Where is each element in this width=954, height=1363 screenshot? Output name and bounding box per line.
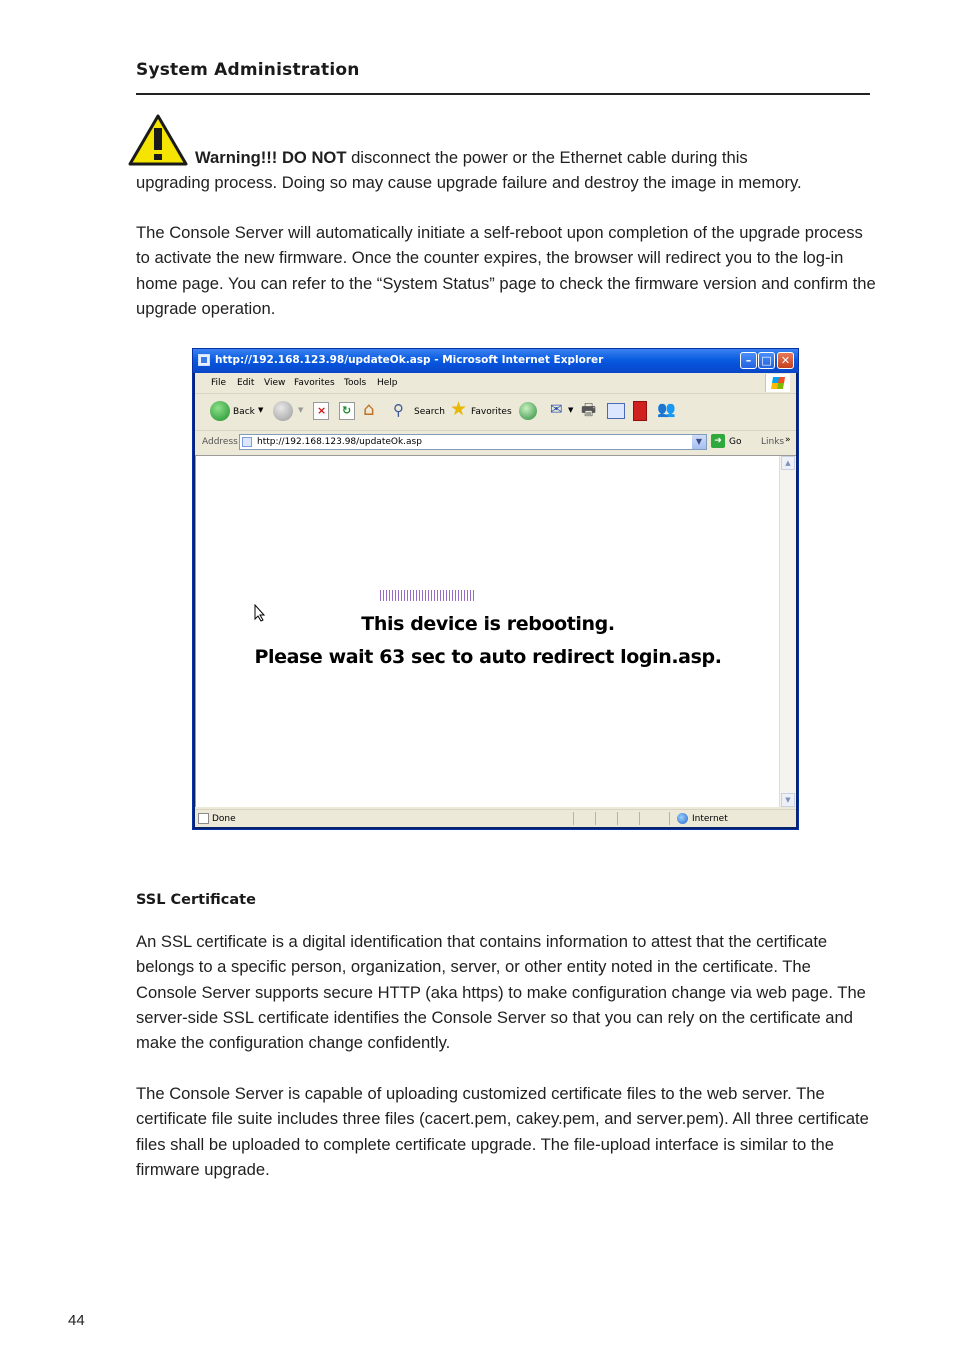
internet-globe-icon bbox=[677, 813, 688, 824]
scroll-down-icon[interactable]: ▼ bbox=[781, 793, 795, 807]
maximize-icon[interactable]: □ bbox=[758, 352, 775, 369]
status-bar bbox=[195, 809, 796, 828]
toolbar bbox=[195, 394, 796, 431]
ssl-paragraph-2: The Console Server is capable of uploading customized certificate files to the web server. The certificate file suite includes three files (cacert.pem, cakey.pem, and server.pem). All three certificate files shall be uploaded to complete certificate upgrade. The file-upload interface is similar to the firmware upgrade. bbox=[136, 1084, 869, 1179]
status-divider bbox=[595, 812, 596, 825]
warning-lead: Warning!!! DO NOT bbox=[195, 148, 347, 167]
links-label[interactable]: Links bbox=[761, 437, 785, 447]
status-divider bbox=[617, 812, 618, 825]
warning-text-1: disconnect the power or the Ethernet cable during this bbox=[346, 148, 748, 167]
status-page-icon bbox=[198, 813, 209, 824]
menu-favorites[interactable]: Favorites bbox=[294, 378, 335, 388]
favorites-star-icon[interactable]: ★ bbox=[450, 398, 468, 420]
menu-file[interactable]: File bbox=[211, 378, 227, 388]
refresh-icon[interactable]: ↻ bbox=[339, 402, 355, 420]
search-icon[interactable]: ⚲ bbox=[393, 401, 404, 419]
print-icon[interactable]: 🖶 bbox=[581, 400, 597, 419]
minimize-icon[interactable]: – bbox=[740, 352, 757, 369]
section-title: System Administration bbox=[136, 60, 360, 80]
mail-icon[interactable]: ✉ bbox=[550, 400, 563, 418]
menu-view[interactable]: View bbox=[264, 378, 286, 388]
menu-help[interactable]: Help bbox=[377, 378, 398, 388]
go-arrow-icon[interactable]: ➜ bbox=[711, 434, 725, 448]
address-bar bbox=[195, 431, 796, 453]
page-icon bbox=[242, 437, 252, 447]
warning-text-2: upgrading process. Doing so may cause upgrade failure and destroy the image in memory. bbox=[136, 173, 802, 193]
edit-icon[interactable] bbox=[607, 403, 625, 419]
mail-dropdown-icon[interactable]: ▼ bbox=[568, 406, 574, 414]
reboot-paragraph: The Console Server will automatically initiate a self-reboot upon completion of the upgrade process to activate the new firmware. Once the counter expires, the browser will redirect you to the log-in home page. You can refer to the “System Status” page to check the firmware version and confirm the upgrade operation. bbox=[136, 223, 876, 318]
history-icon[interactable] bbox=[519, 402, 537, 420]
scroll-up-icon[interactable]: ▲ bbox=[781, 456, 795, 470]
menu-bar bbox=[195, 373, 796, 394]
ie-page-icon bbox=[198, 354, 210, 366]
barcode-graphic bbox=[380, 590, 474, 601]
ssl-heading: SSL Certificate bbox=[136, 892, 256, 908]
back-dropdown-icon[interactable]: ▼ bbox=[258, 406, 264, 414]
links-chevron-icon[interactable]: » bbox=[785, 435, 791, 445]
status-zone: Internet bbox=[692, 814, 728, 824]
go-button-label[interactable]: Go bbox=[729, 437, 742, 447]
redirect-message: Please wait 63 sec to auto redirect login.asp. bbox=[254, 646, 722, 668]
browser-titlebar bbox=[193, 349, 798, 373]
status-divider bbox=[669, 812, 670, 825]
browser-title: http://192.168.123.98/updateOk.asp - Microsoft Internet Explorer bbox=[215, 354, 604, 366]
browser-screenshot bbox=[192, 348, 799, 830]
search-button-label[interactable]: Search bbox=[414, 407, 445, 417]
page-number: 44 bbox=[68, 1312, 85, 1329]
status-divider bbox=[573, 812, 574, 825]
forward-arrow-icon[interactable] bbox=[273, 401, 293, 421]
warning-paragraph bbox=[136, 145, 876, 196]
research-icon[interactable] bbox=[633, 401, 647, 421]
browser-frame bbox=[195, 373, 796, 827]
header-rule bbox=[136, 93, 870, 95]
forward-dropdown-icon[interactable]: ▼ bbox=[298, 406, 304, 414]
close-icon[interactable]: ✕ bbox=[777, 352, 794, 369]
home-icon[interactable]: ⌂ bbox=[363, 399, 375, 420]
status-text: Done bbox=[212, 814, 236, 824]
favorites-button-label[interactable]: Favorites bbox=[471, 407, 512, 417]
address-label: Address bbox=[202, 437, 238, 447]
address-value: http://192.168.123.98/updateOk.asp bbox=[257, 437, 422, 447]
menu-tools[interactable]: Tools bbox=[344, 378, 367, 388]
address-input[interactable] bbox=[239, 434, 707, 450]
address-dropdown-icon[interactable]: ▼ bbox=[692, 435, 706, 449]
rebooting-message: This device is rebooting. bbox=[361, 613, 615, 635]
status-divider bbox=[639, 812, 640, 825]
vertical-scrollbar[interactable] bbox=[779, 456, 796, 807]
messenger-icon[interactable]: 👥 bbox=[657, 400, 676, 418]
page-content bbox=[195, 455, 796, 807]
menu-edit[interactable]: Edit bbox=[237, 378, 255, 388]
windows-flag-icon bbox=[765, 374, 790, 392]
stop-icon[interactable]: × bbox=[313, 402, 329, 420]
back-button-label[interactable]: Back bbox=[233, 407, 255, 417]
back-arrow-icon[interactable] bbox=[210, 401, 230, 421]
ssl-paragraph-1: An SSL certificate is a digital identification that contains information to attest that the certificate belongs to a specific person, organization, server, or other entity noted in the certificate. The Console Server supports secure HTTP (aka https) to make configuration change via web page. The server-side SSL certificate identifies the Console Server so that you can rely on the certificate and make the configuration change confidently. bbox=[136, 932, 866, 1053]
